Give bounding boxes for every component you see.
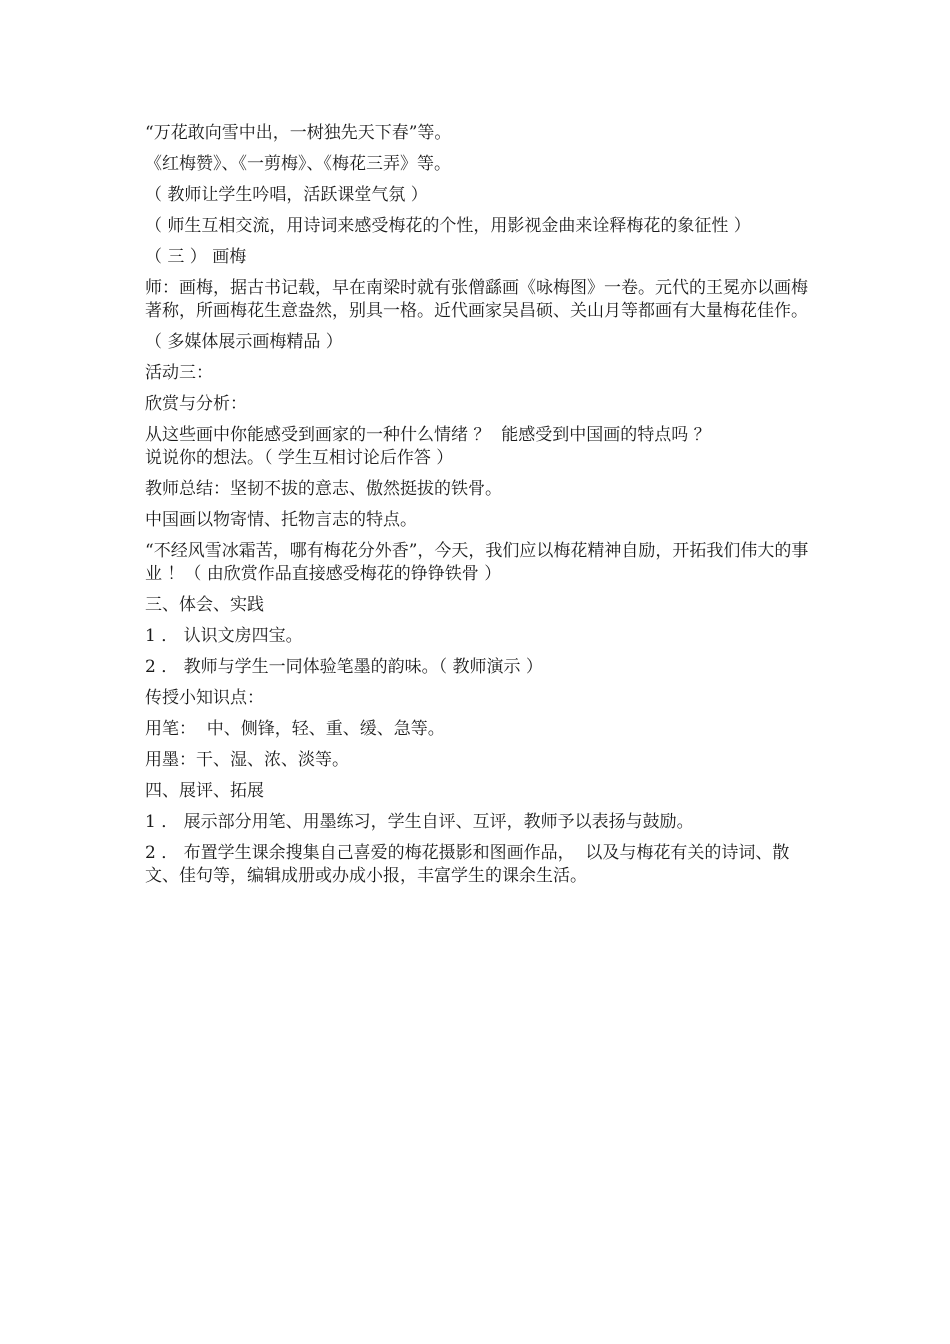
- paragraph-questions: 从这些画中你能感受到画家的一种什么情绪 ？ 能感受到中国画的特点吗 ？ 说说你的想法。（ 学生互相讨论后作答 ）: [145, 425, 711, 468]
- document-body: [145, 122, 815, 896]
- paragraph-note-sing: （ 教师让学生吟唱，活跃课堂气氛 ）: [145, 185, 428, 205]
- list-item-practice-1: 1 ． 认识文房四宝。: [145, 626, 303, 646]
- section-heading-draw-plum: （ 三 ） 画梅: [145, 247, 247, 267]
- list-item-exhibition-2: 2 ． 布置学生课余搜集自己喜爱的梅花摄影和图画作品， 以及与梅花有关的诗词、散文、佳句等，编辑成册或办成小报，丰富学生的课余生活。: [145, 843, 790, 886]
- paragraph-ink-use: 用墨：干、湿、浓、淡等。: [145, 750, 349, 770]
- list-item-practice-2: 2 ． 教师与学生一同体验笔墨的韵味。（ 教师演示 ）: [145, 657, 543, 677]
- paragraph-teacher-draw-plum: 师：画梅，据古书记载，早在南梁时就有张僧繇画《咏梅图》一卷。元代的王冕亦以画梅著称，所画梅花生意盎然，别具一格。近代画家吴昌硕、关山月等都画有大量梅花佳作。: [145, 278, 808, 321]
- paragraph-note-exchange: （ 师生互相交流，用诗词来感受梅花的个性，用影视金曲来诠释梅花的象征性 ）: [145, 216, 751, 236]
- paragraph-song-titles: 《红梅赞》、《一剪梅》、《梅花三弄》等。: [145, 154, 451, 174]
- paragraph-appreciation: 欣赏与分析：: [145, 394, 247, 414]
- paragraph-knowledge-points: 传授小知识点：: [145, 688, 264, 708]
- paragraph-poem-quote: “万花敢向雪中出，一树独先天下春”等。: [145, 123, 452, 143]
- paragraph-poem-encourage: “不经风雪冰霜苦，哪有梅花分外香”，今天，我们应以梅花精神自励，开拓我们伟大的事业 ！（ 由欣赏作品直接感受梅花的铮铮铁骨 ）: [145, 541, 809, 584]
- section-heading-practice: 三、体会、实践: [145, 595, 264, 615]
- paragraph-brush-use: 用笔： 中、侧锋，轻、重、缓、急等。: [145, 719, 445, 739]
- paragraph-note-multimedia: （ 多媒体展示画梅精品 ）: [145, 332, 343, 352]
- section-heading-exhibition: 四、展评、拓展: [145, 781, 264, 801]
- paragraph-teacher-summary: 教师总结：坚韧不拔的意志、傲然挺拔的铁骨。: [145, 479, 502, 499]
- paragraph-activity-three: 活动三：: [145, 363, 213, 383]
- paragraph-chinese-painting: 中国画以物寄情、托物言志的特点。: [145, 510, 417, 530]
- list-item-exhibition-1: 1 ． 展示部分用笔、用墨练习，学生自评、互评，教师予以表扬与鼓励。: [145, 812, 694, 832]
